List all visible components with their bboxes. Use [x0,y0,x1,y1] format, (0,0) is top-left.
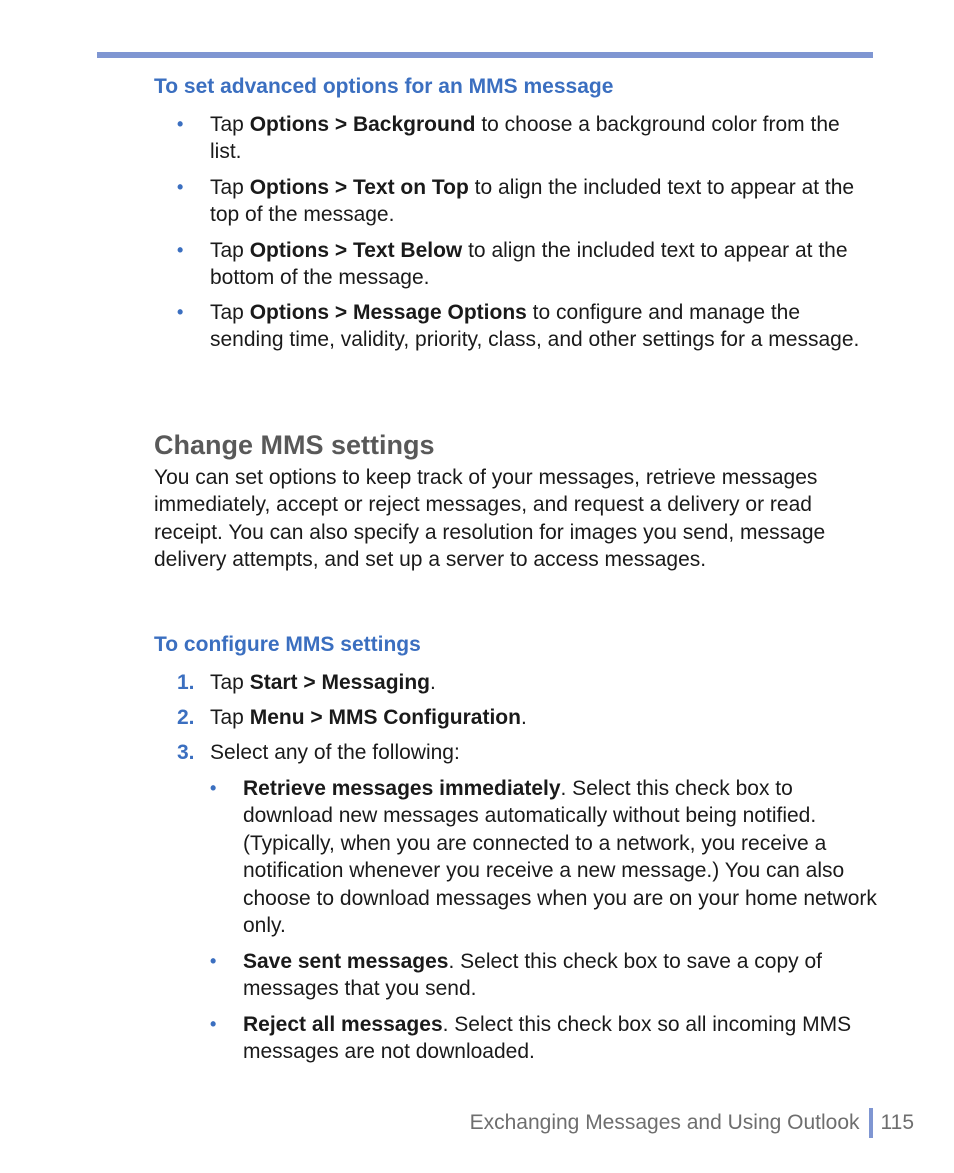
numbered-step [177,739,874,766]
step-number: 3. [177,741,195,764]
sub-list-item [210,1011,877,1066]
top-rule [97,52,873,58]
page-number: 115 [880,1111,914,1134]
numbered-step [177,704,874,731]
footer-chapter-title: Exchanging Messages and Using Outlook [469,1111,860,1134]
page-footer [470,1108,914,1138]
step-text: Tap Start > Messaging. [210,671,436,694]
bullet: • [177,302,184,322]
list-item [177,111,874,166]
step-text: Tap Menu > MMS Configuration. [210,706,527,729]
procedure-heading-configure-mms: To configure MMS settings [154,633,421,656]
list-item [177,299,874,354]
bullet: • [177,177,184,197]
sub-list-item-text: Reject all messages. Select this check box so all incoming MMS messages are not downloaded. [243,1013,852,1064]
list-item-text: Tap Options > Background to choose a background color from the list. [210,113,840,164]
section-heading: Change MMS settings [154,430,435,460]
sub-list-item [210,775,877,939]
sub-list-item-text: Save sent messages. Select this check box to save a copy of messages that you send. [243,950,822,1001]
step-text: Select any of the following: [210,741,460,764]
list-item-text: Tap Options > Message Options to configure and manage the sending time, validity, priority, class, and other settings for a message. [210,301,860,352]
list-item [177,174,874,229]
numbered-step [177,669,874,696]
sub-list-item-text: Retrieve messages immediately. Select this check box to download new messages automatically without being notified. (Typically, when you are connected to a network, you receive a notification whenever you receive a new message.) You can also choose to download messages when you are on your home network only. [243,777,877,938]
bullet: • [210,951,217,971]
section-paragraph: You can set options to keep track of your messages, retrieve messages immediately, accept or reject messages, and request a delivery or read receipt. You can also specify a resolution for images you send, message delivery attempts, and set up a server to access messages. [154,466,826,572]
list-item [177,237,874,292]
bullet: • [177,240,184,260]
footer-separator [869,1108,873,1138]
step-number: 1. [177,671,195,694]
bullet: • [210,1014,217,1034]
bullet: • [210,778,217,798]
list-item-text: Tap Options > Text Below to align the included text to appear at the bottom of the message. [210,239,848,290]
bullet: • [177,114,184,134]
step-number: 2. [177,706,195,729]
sub-list-item [210,948,877,1003]
procedure-heading-advanced-options: To set advanced options for an MMS message [154,75,614,98]
list-item-text: Tap Options > Text on Top to align the included text to appear at the top of the message. [210,176,855,227]
